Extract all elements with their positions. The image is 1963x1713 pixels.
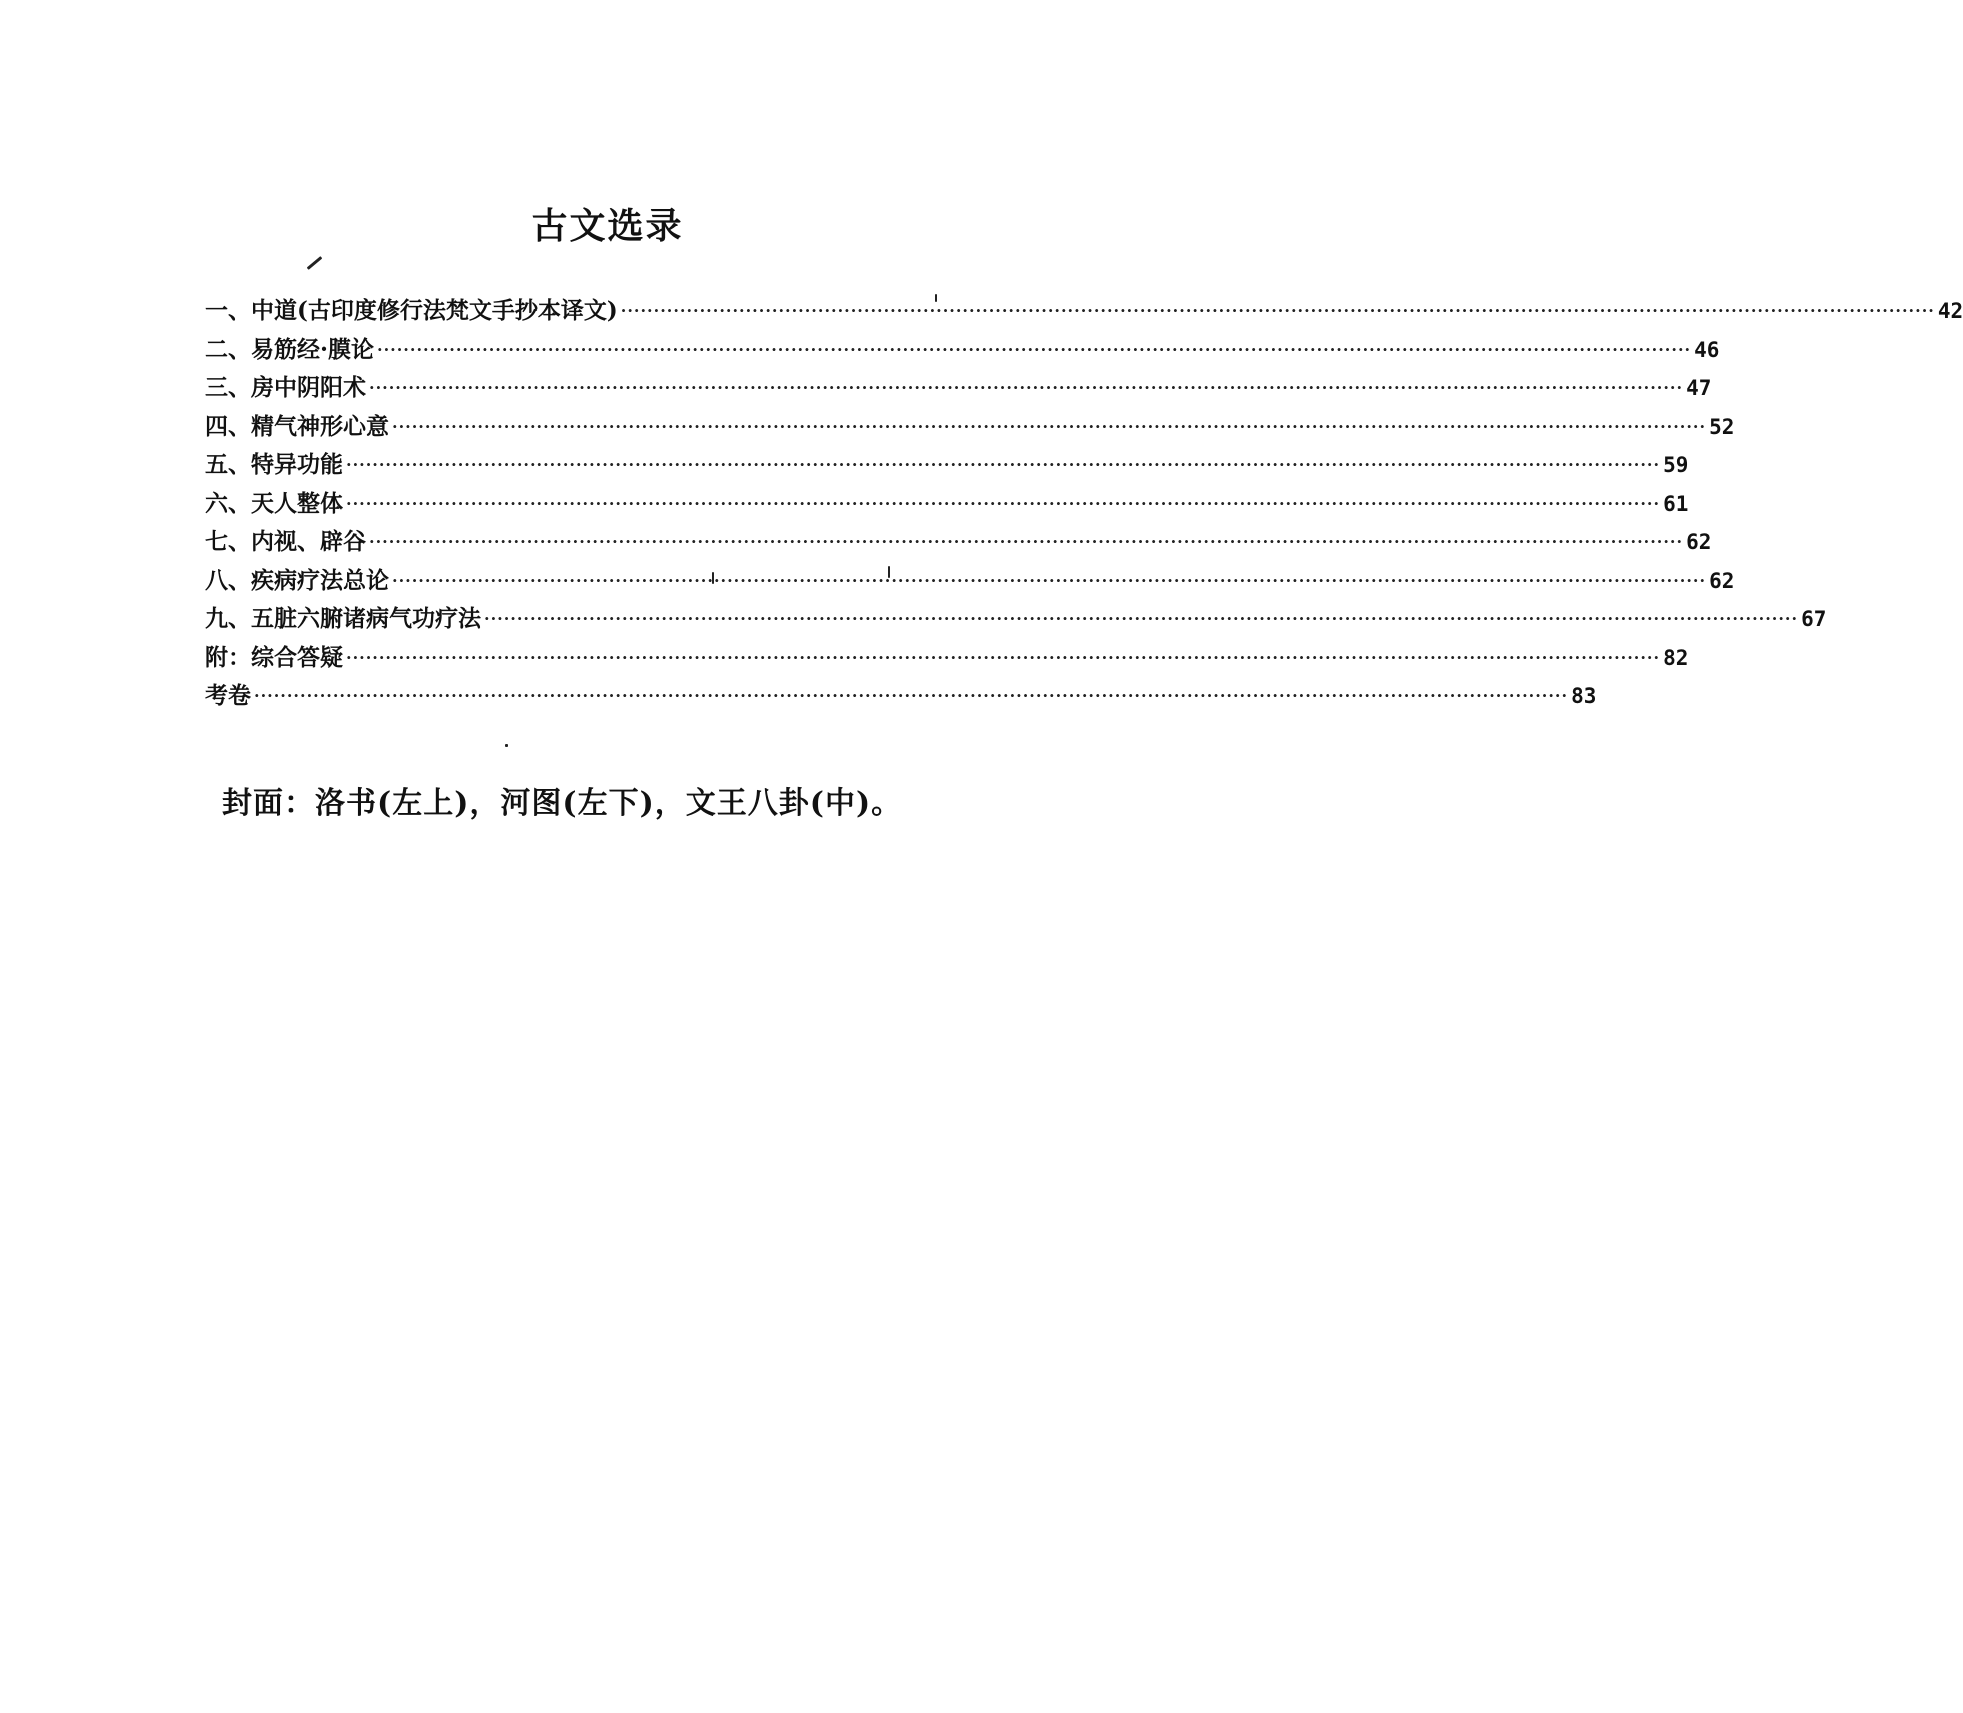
toc-entry bbox=[205, 639, 1689, 678]
toc-dot-leader: ········································································································································································································ bbox=[369, 378, 1684, 397]
toc-entry-page: 52 bbox=[1709, 414, 1735, 439]
toc-dot-leader: ········································································································································································································ bbox=[346, 493, 1661, 513]
toc-entry-label: 六、天人整体 bbox=[205, 489, 343, 517]
toc-entry-page: 67 bbox=[1801, 607, 1827, 631]
toc-dot-leader: ········································································································································································································ bbox=[620, 301, 1935, 320]
scan-mark bbox=[307, 256, 323, 270]
toc-entry-page: 42 bbox=[1937, 299, 1963, 323]
toc-entry-page: 62 bbox=[1709, 568, 1735, 593]
toc-entry bbox=[205, 331, 1720, 370]
toc-entry-label: 三、房中阴阳术 bbox=[205, 374, 366, 401]
toc-entry-page: 82 bbox=[1663, 645, 1689, 670]
toc-dot-leader: ········································································································································································································ bbox=[254, 686, 1569, 705]
toc-entry bbox=[205, 677, 1597, 716]
toc-entry bbox=[205, 408, 1735, 447]
toc-dot-leader: ········································································································································································································ bbox=[392, 416, 1707, 436]
toc-dot-leader: ········································································································································································································ bbox=[369, 532, 1684, 551]
toc-entry bbox=[205, 600, 1827, 639]
toc-entry-label: 考卷 bbox=[205, 682, 251, 709]
toc-dot-leader: ········································································································································································································ bbox=[484, 609, 1799, 628]
toc-entry-label: 附：综合答疑 bbox=[205, 643, 343, 671]
toc-entry-label: 二、易筋经·膜论 bbox=[205, 335, 375, 363]
toc-entry bbox=[205, 562, 1735, 601]
toc-entry-label: 五、特异功能 bbox=[205, 451, 343, 478]
toc-entry bbox=[205, 485, 1689, 524]
table-of-contents bbox=[205, 292, 1963, 716]
toc-entry-page: 62 bbox=[1686, 530, 1712, 554]
toc-dot-leader: ········································································································································································································ bbox=[377, 339, 1692, 359]
toc-entry-label: 四、精气神形心意 bbox=[205, 412, 389, 440]
toc-entry-label: 七、内视、辟谷 bbox=[205, 528, 366, 555]
scan-mark bbox=[505, 744, 508, 747]
toc-entry-label: 一、中道(古印度修行法梵文手抄本译文) bbox=[205, 297, 618, 324]
toc-entry bbox=[205, 369, 1712, 408]
toc-entry-page: 47 bbox=[1686, 376, 1712, 400]
toc-dot-leader: ········································································································································································································ bbox=[346, 647, 1661, 667]
toc-entry-label: 八、疾病疗法总论 bbox=[205, 566, 389, 594]
toc-entry bbox=[205, 446, 1689, 485]
toc-entry-page: 59 bbox=[1663, 453, 1689, 477]
cover-note: 封面：洛书(左上)，河图(左下)，文王八卦(中)。 bbox=[222, 786, 903, 821]
toc-entry bbox=[205, 523, 1712, 562]
toc-entry-page: 61 bbox=[1663, 491, 1689, 516]
toc-entry bbox=[205, 292, 1963, 331]
toc-entry-page: 46 bbox=[1694, 337, 1720, 362]
page-title: 古文选录 bbox=[531, 205, 684, 247]
toc-dot-leader: ········································································································································································································ bbox=[346, 455, 1661, 474]
toc-entry-page: 83 bbox=[1571, 684, 1597, 708]
toc-dot-leader: ········································································································································································································ bbox=[392, 570, 1707, 590]
toc-entry-label: 九、五脏六腑诸病气功疗法 bbox=[205, 605, 481, 632]
